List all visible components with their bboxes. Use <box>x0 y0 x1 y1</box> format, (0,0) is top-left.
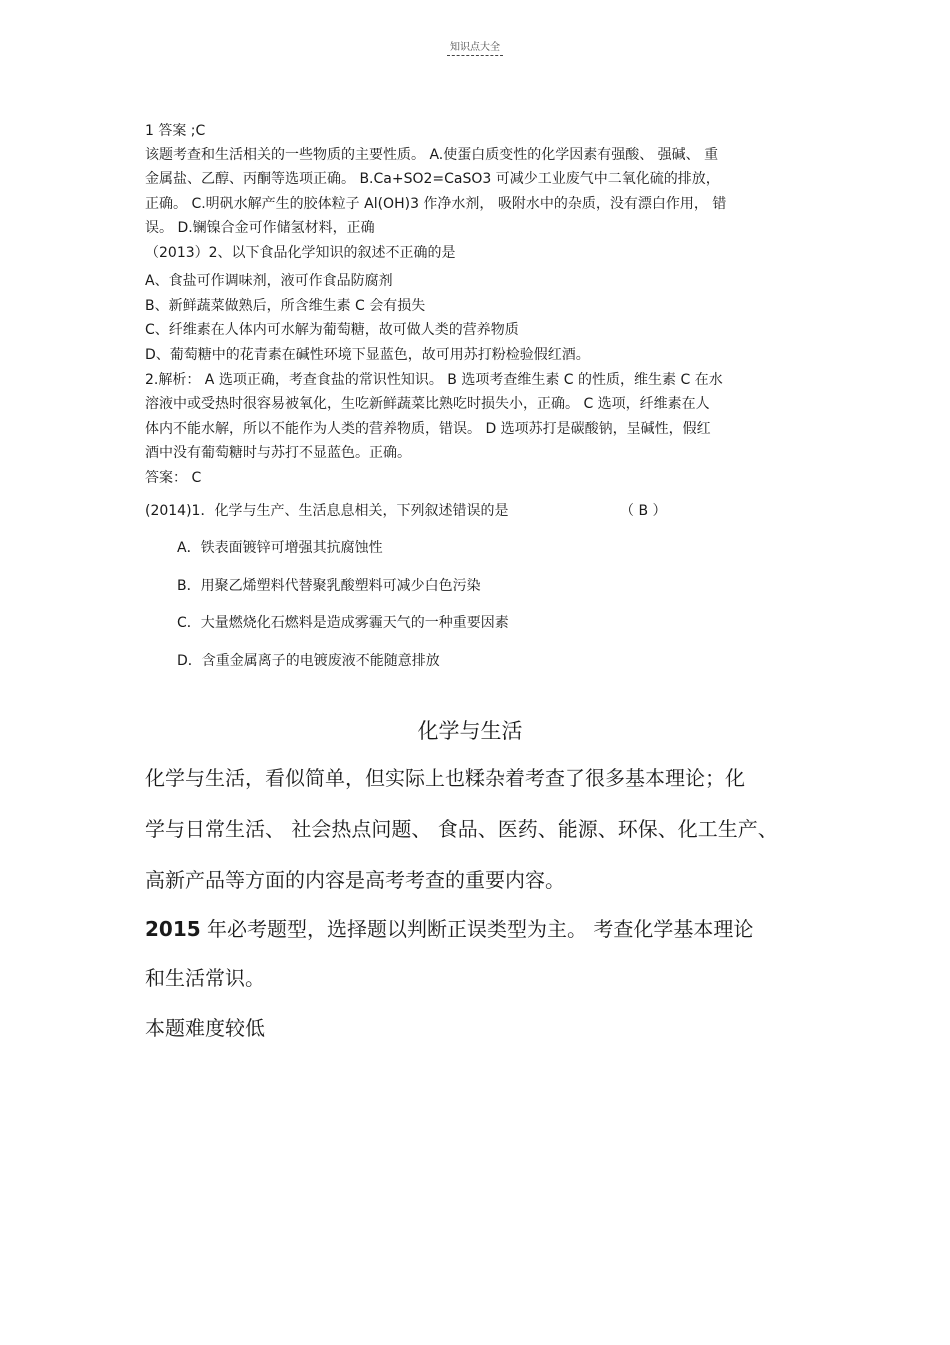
q2013-option-b: B、新鲜蔬菜做熟后，所含维生素 C 会有损失 <box>145 298 426 314</box>
header-divider <box>447 55 503 56</box>
q2014-question: (2014)1．化学与生产、生活息息相关，下列叙述错误的是 <box>145 503 509 519</box>
section-title: 化学与生活 <box>417 719 523 743</box>
q1-explanation-line: 误。 D.镧镍合金可作储氢材料，正确 <box>145 220 375 236</box>
q2013-answer: 答案： C <box>145 470 202 486</box>
q2014-option-d: D．含重金属离子的电镀废液不能随意排放 <box>177 653 440 669</box>
summary-paragraph-line: 和生活常识。 <box>145 966 265 990</box>
q2013-question: （2013）2、以下食品化学知识的叙述不正确的是 <box>145 245 456 261</box>
q2014-option-a: A．铁表面镀锌可增强其抗腐蚀性 <box>177 540 383 556</box>
summary-paragraph-line: 学与日常生活、 社会热点问题、 食品、医药、能源、环保、化工生产、 <box>145 817 778 841</box>
q2014-option-b: B．用聚乙烯塑料代替聚乳酸塑料可减少白色污染 <box>177 578 481 594</box>
summary-year-line <box>145 916 753 942</box>
q1-answer-label: 1 答案 ;C <box>145 123 206 139</box>
q2013-option-d: D、葡萄糖中的花青素在碱性环境下显蓝色，故可用苏打粉检验假红酒。 <box>145 347 590 363</box>
q2014-option-c: C．大量燃烧化石燃料是造成雾霾天气的一种重要因素 <box>177 615 509 631</box>
summary-paragraph-line: 高新产品等方面的内容是高考考查的重要内容。 <box>145 868 565 892</box>
summary-year: 2015 <box>145 917 201 941</box>
q1-explanation-line: 金属盐、乙醇、丙酮等选项正确。 B.Ca+SO2=CaSO3 可减少工业废气中二氧化硫的排放， <box>145 171 720 187</box>
q2014-answer-bracket: （ B ） <box>620 503 667 519</box>
page-header: 知识点大全 <box>450 42 500 53</box>
q2013-option-a: A、食盐可作调味剂，液可作食品防腐剂 <box>145 273 393 289</box>
q1-explanation-line: 该题考查和生活相关的一些物质的主要性质。 A.使蛋白质变性的化学因素有强酸、 强碱、 重 <box>145 147 719 163</box>
q2013-analysis-line: 体内不能水解，所以不能作为人类的营养物质，错误。 D 选项苏打是碳酸钠，呈碱性，假红 <box>145 421 711 437</box>
q1-explanation-line: 正确。 C.明矾水解产生的胶体粒子 Al(OH)3 作净水剂， 吸附水中的杂质，没有漂白作用， 错 <box>145 196 727 212</box>
q2013-analysis-line: 溶液中或受热时很容易被氧化，生吃新鲜蔬菜比熟吃时损失小，正确。 C 选项，纤维素在人 <box>145 396 710 412</box>
q2013-analysis-line: 2.解析： A 选项正确，考查食盐的常识性知识。 B 选项考查维生素 C 的性质，维生素 C 在水 <box>145 372 723 388</box>
summary-paragraph-line: 化学与生活，看似简单，但实际上也糅杂着考查了很多基本理论；化 <box>145 766 745 790</box>
q2013-analysis-line: 酒中没有葡萄糖时与苏打不显蓝色。正确。 <box>145 445 411 461</box>
summary-year-text: 年必考题型，选择题以判断正误类型为主。 考查化学基本理论 <box>200 917 754 941</box>
q2013-option-c: C、纤维素在人体内可水解为葡萄糖，故可做人类的营养物质 <box>145 322 519 338</box>
summary-difficulty: 本题难度较低 <box>145 1016 265 1040</box>
